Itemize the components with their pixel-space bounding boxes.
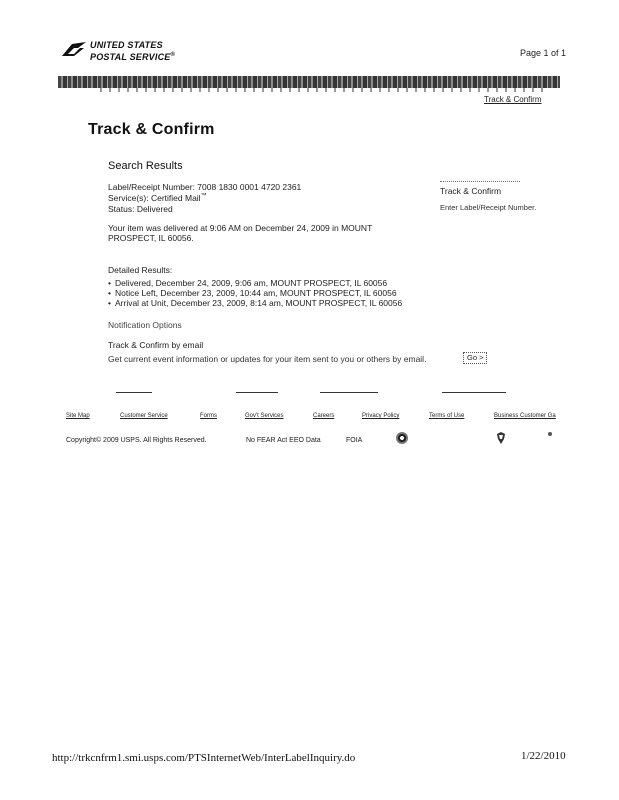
list-item: • Arrival at Unit, December 23, 2009, 8:14 am, MOUNT PROSPECT, IL 60056 xyxy=(108,298,402,308)
top-track-confirm-link[interactable]: Track & Confirm xyxy=(484,95,542,104)
footer-link-site-map[interactable]: Site Map xyxy=(66,413,90,419)
printed-url: http://trkcnfrm1.smi.usps.com/PTSInternetWeb/InterLabelInquiry.do xyxy=(52,752,356,764)
header-banner xyxy=(58,76,560,88)
footer-link-customer-service[interactable]: Customer Service xyxy=(120,413,168,419)
logo-text-line2: POSTAL SERVICE® xyxy=(90,52,176,62)
footer-divider xyxy=(442,392,506,393)
header-nav-strip xyxy=(100,88,550,92)
side-divider xyxy=(440,181,520,182)
footer-link-forms[interactable]: Forms xyxy=(200,413,217,419)
label-number: Label/Receipt Number: 7008 1830 0001 4720 2361 xyxy=(108,182,302,192)
side-track-confirm-title: Track & Confirm xyxy=(440,186,502,196)
copyright-text: Copyright© 2009 USPS. All Rights Reserved. xyxy=(66,437,207,444)
printed-date: 1/22/2010 xyxy=(521,750,566,762)
track-confirm-email-title: Track & Confirm by email xyxy=(108,340,204,350)
no-fear-act-link[interactable]: No FEAR Act EEO Data xyxy=(246,437,321,444)
list-item: • Delivered, December 24, 2009, 9:06 am, MOUNT PROSPECT, IL 60056 xyxy=(108,278,402,288)
footer-link-terms-of-use[interactable]: Terms of Use xyxy=(429,413,465,419)
footer-link-business-customer[interactable]: Business Customer Ga xyxy=(494,413,556,419)
seal-icon xyxy=(396,432,408,444)
status-text: Status: Delivered xyxy=(108,204,173,214)
receipt-number-label: Enter Label/Receipt Number. xyxy=(440,203,537,212)
footer-link-careers[interactable]: Careers xyxy=(313,413,335,419)
go-button[interactable]: Go > xyxy=(463,352,487,364)
usps-logo[interactable] xyxy=(62,40,182,62)
page-number: Page 1 of 1 xyxy=(520,48,567,58)
footer-link-privacy-policy[interactable]: Privacy Policy xyxy=(362,413,400,419)
footer-divider xyxy=(236,392,278,393)
page-title: Track & Confirm xyxy=(88,121,215,138)
eagle-icon xyxy=(62,42,86,58)
foia-link[interactable]: FOIA xyxy=(346,437,363,444)
footer-divider xyxy=(320,392,378,393)
seal-dot-icon xyxy=(548,432,552,436)
footer-divider xyxy=(116,392,152,393)
search-results-heading: Search Results xyxy=(108,160,183,172)
detailed-results-list xyxy=(108,278,402,308)
logo-text-line1: UNITED STATES xyxy=(90,40,163,50)
footer-link-govt-services[interactable]: Gov't Services xyxy=(245,413,284,419)
service-type: Service(s): Certified Mail™ xyxy=(108,193,207,203)
list-item: • Notice Left, December 23, 2009, 10:44 am, MOUNT PROSPECT, IL 60056 xyxy=(108,288,402,298)
delivery-message: Your item was delivered at 9:06 AM on December 24, 2009 in MOUNT PROSPECT, IL 60056. xyxy=(108,223,373,243)
detailed-results-heading: Detailed Results: xyxy=(108,265,173,275)
eagle-seal-icon xyxy=(496,432,506,444)
track-confirm-email-description: Get current event information or updates for your item sent to you or others by email. xyxy=(108,354,427,364)
notification-options-heading: Notification Options xyxy=(108,320,182,330)
